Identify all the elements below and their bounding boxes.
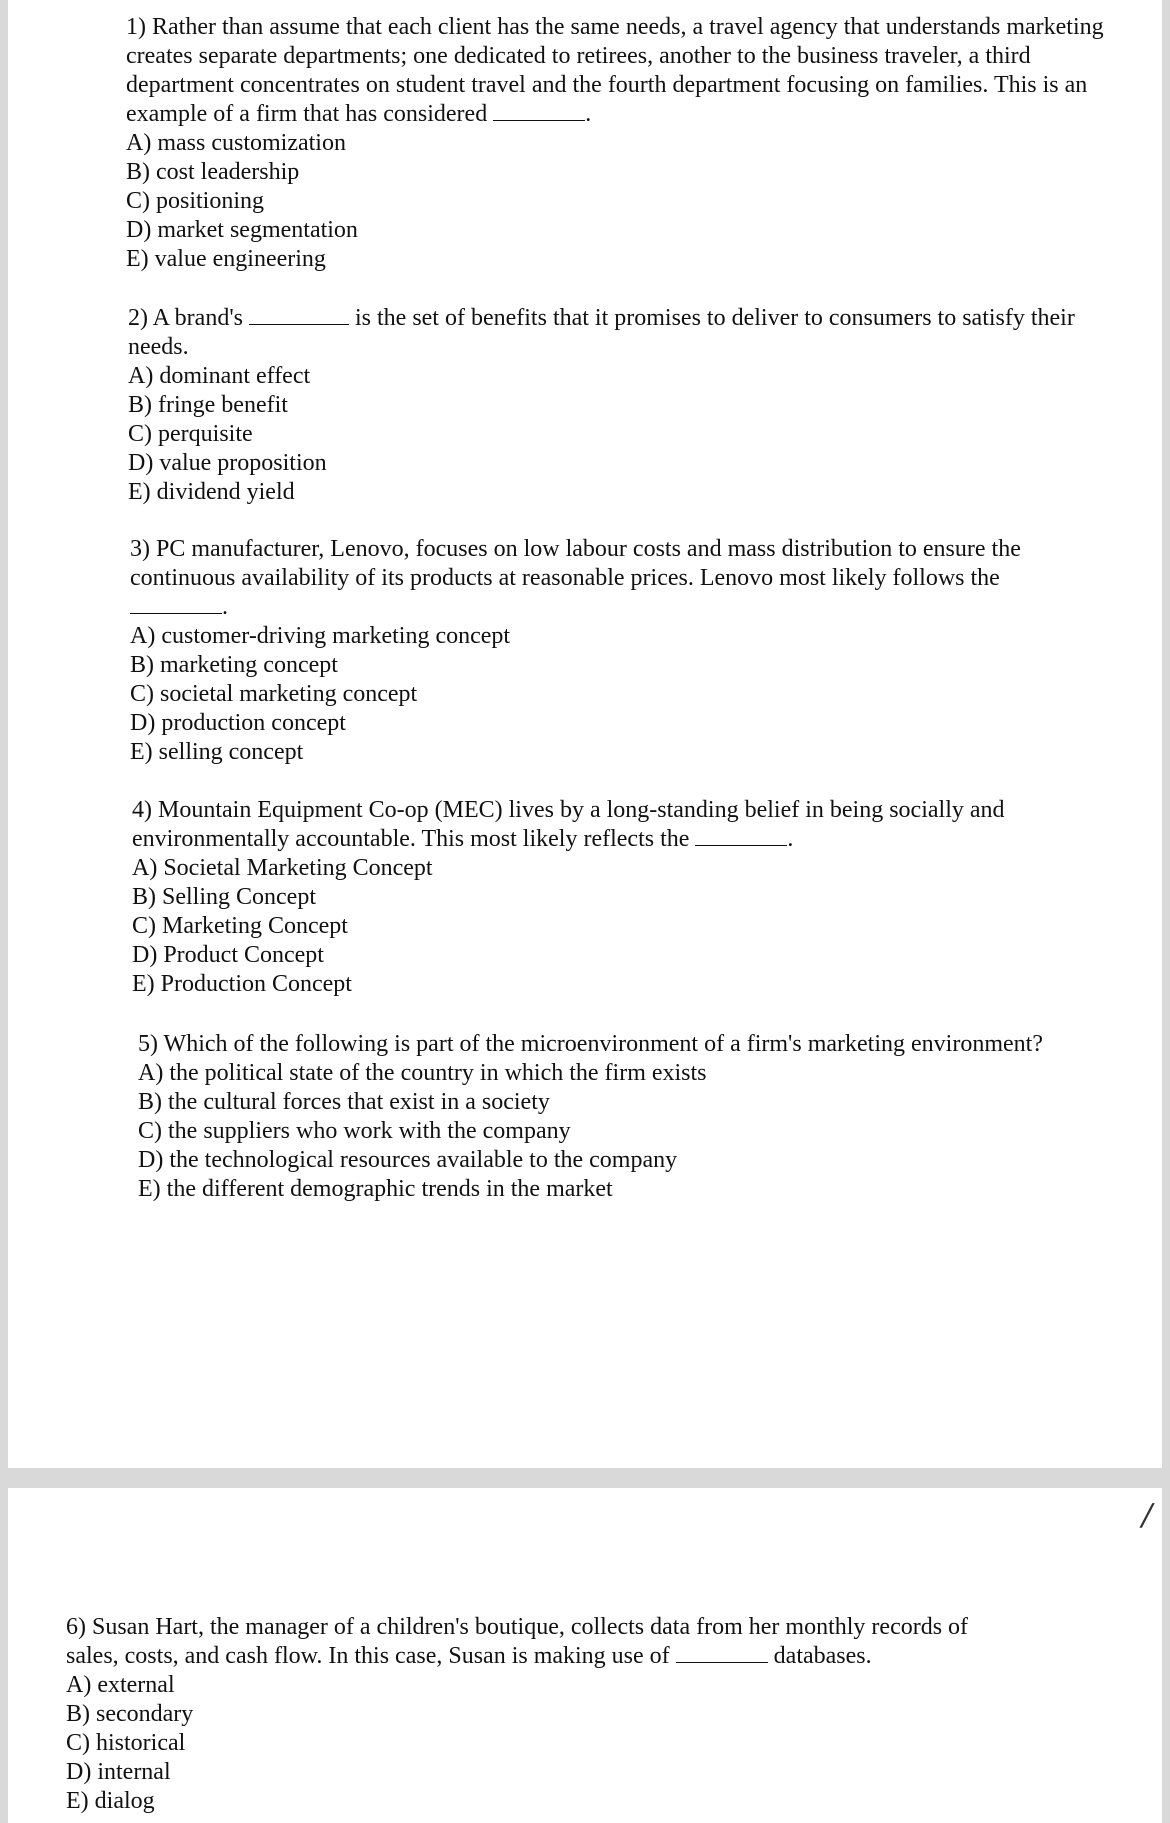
question-stem [126, 13, 1106, 129]
option-e: E) Production Concept [132, 971, 352, 997]
option-a: A) external [66, 1672, 175, 1698]
document-page-2 [8, 1488, 1162, 1823]
document-page-1 [8, 0, 1162, 1468]
option-a: A) mass customization [126, 130, 346, 156]
option-c: C) positioning [126, 188, 265, 214]
question-text-after: . [222, 594, 228, 620]
option-d: D) internal [66, 1759, 171, 1785]
question-text: 3) PC manufacturer, Lenovo, focuses on low labour costs and mass distribution to ensure the continuous availability of its products at reasonable prices. Lenovo most likely follows the [130, 536, 1021, 591]
question-2 [128, 304, 1088, 507]
question-text: 4) Mountain Equipment Co-op (MEC) lives by a long-standing belief in being socially and environmentally accountable. This most likely reflects the [132, 797, 1005, 852]
answer-blank [676, 1642, 768, 1663]
answer-blank [249, 304, 349, 325]
question-stem [132, 796, 1092, 854]
question-text-after: is the set of benefits that it promises to deliver to consumers to satisfy their needs. [128, 305, 1075, 360]
option-c: C) societal marketing concept [130, 681, 418, 707]
question-text: 5) Which of the following is part of the microenvironment of a firm's marketing environment? [138, 1031, 1043, 1057]
question-text-after: . [585, 101, 592, 127]
option-b: B) secondary [66, 1701, 194, 1727]
option-d: D) value proposition [128, 450, 327, 476]
option-e: E) dividend yield [128, 479, 295, 505]
option-b: B) the cultural forces that exist in a society [138, 1089, 550, 1115]
question-text-after: databases. [773, 1643, 872, 1669]
option-c: C) the suppliers who work with the company [138, 1118, 571, 1144]
question-5 [138, 1030, 1148, 1204]
option-c: C) perquisite [128, 421, 253, 447]
answer-blank [695, 825, 787, 846]
question-4 [132, 796, 1092, 999]
answer-blank [130, 593, 222, 614]
question-stem [130, 535, 1090, 622]
option-e: E) dialog [66, 1788, 155, 1814]
question-text: 6) Susan Hart, the manager of a children's boutique, collects data from her monthly records of sales, costs, and cash flow. In this case, Susan is making use of [66, 1614, 969, 1669]
option-b: B) cost leadership [126, 159, 300, 185]
question-text: 1) Rather than assume that each client has the same needs, a travel agency that understands marketing creates separate departments; one dedicated to retirees, another to the business traveler, a third department concentrates on student travel and the fourth department focusing on families. This is an example of a firm that has considered [126, 14, 1104, 127]
option-b: B) marketing concept [130, 652, 338, 678]
option-e: E) selling concept [130, 739, 304, 765]
question-stem [138, 1030, 1148, 1059]
option-c: C) historical [66, 1730, 186, 1756]
question-1 [126, 13, 1106, 274]
option-b: B) Selling Concept [132, 884, 316, 910]
question-text: 2) A brand's [128, 305, 243, 331]
option-c: C) Marketing Concept [132, 913, 348, 939]
option-d: D) market segmentation [126, 217, 358, 243]
question-6 [66, 1613, 1026, 1816]
option-a: A) dominant effect [128, 363, 311, 389]
question-3 [130, 535, 1090, 767]
question-stem [128, 304, 1088, 362]
option-a: A) customer-driving marketing concept [130, 623, 511, 649]
question-text-after: . [787, 826, 794, 852]
option-b: B) fringe benefit [128, 392, 288, 418]
answer-blank [493, 100, 585, 121]
option-d: D) the technological resources available to the company [138, 1147, 678, 1173]
option-d: D) production concept [130, 710, 346, 736]
option-e: E) value engineering [126, 246, 326, 272]
option-a: A) the political state of the country in which the firm exists [138, 1060, 707, 1086]
option-e: E) the different demographic trends in the market [138, 1176, 613, 1202]
option-d: D) Product Concept [132, 942, 324, 968]
question-stem [66, 1613, 1026, 1671]
pen-mark-icon: / [1138, 1498, 1156, 1533]
option-a: A) Societal Marketing Concept [132, 855, 433, 881]
